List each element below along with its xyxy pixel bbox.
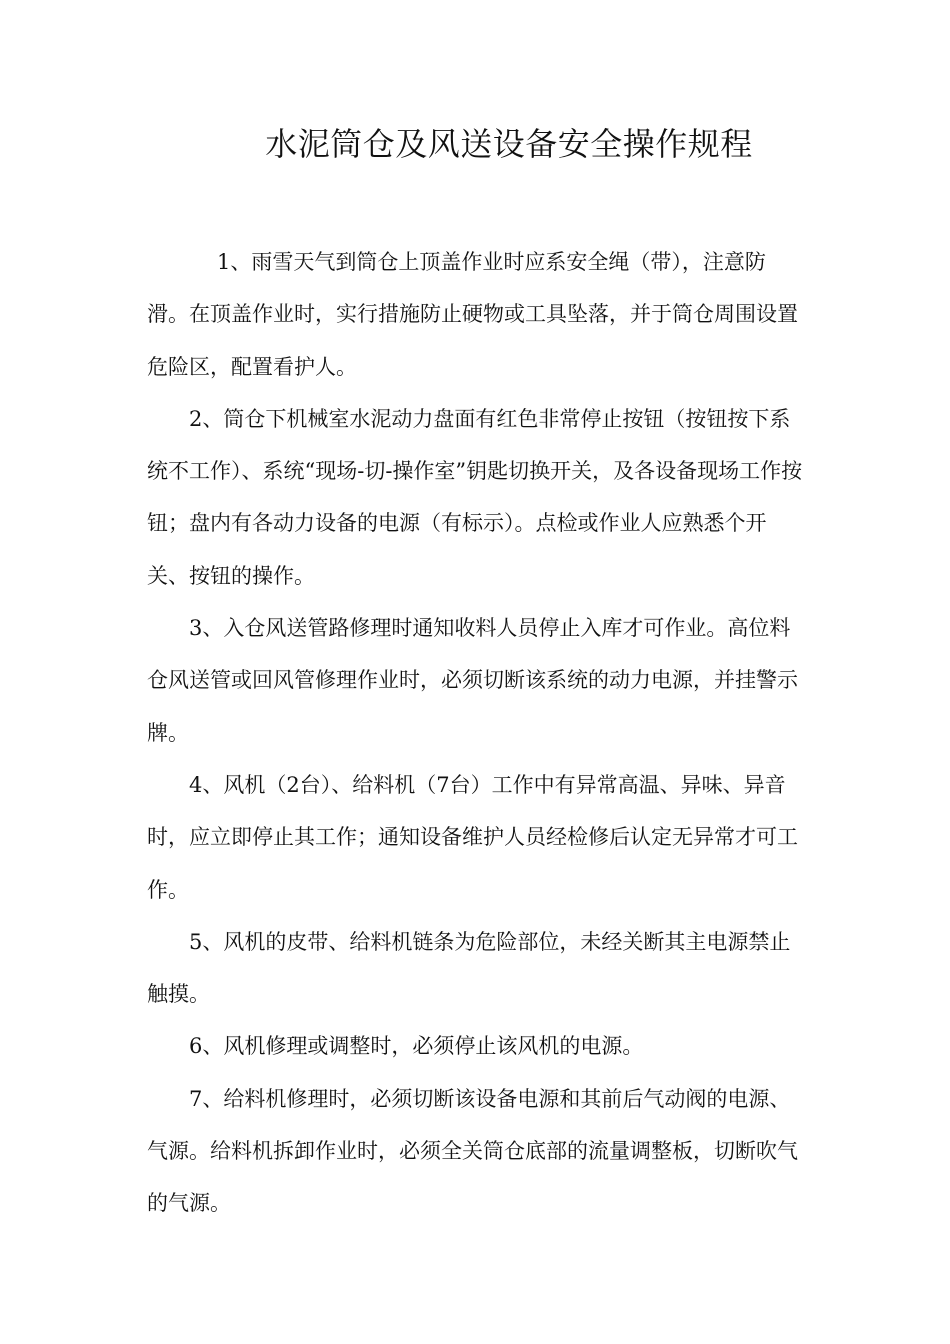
paragraph-7: 7、给料机修理时，必须切断该设备电源和其前后气动阀的电源、气源。给料机拆卸作业时，必须全关筒仓底部的流量调整板，切断吹气的气源。 xyxy=(147,1086,798,1216)
paragraph-2: 2、筒仓下机械室水泥动力盘面有红色非常停止按钮（按钮按下系统不工作）、系统“现场-切-操作室”钥匙切换开关，及各设备现场工作按钮；盘内有各动力设备的电源（有标示）。点检或作业人应熟悉个开关、按钮的操作。 xyxy=(147,406,803,588)
document-body xyxy=(147,236,807,1230)
document-title: 水泥筒仓及风送设备安全操作规程 xyxy=(265,125,753,163)
paragraph-5: 5、风机的皮带、给料机链条为危险部位，未经关断其主电源禁止触摸。 xyxy=(147,929,791,1007)
paragraph-6: 6、风机修理或调整时，必须停止该风机的电源。 xyxy=(189,1034,644,1059)
paragraph-4: 4、风机（2台）、给料机（7台）工作中有异常高温、异味、异音时，应立即停止其工作；通知设备维护人员经检修后认定无异常才可工作。 xyxy=(147,772,798,902)
paragraph-3: 3、入仓风送管路修理时通知收料人员停止入库才可作业。高位料仓风送管或回风管修理作业时，必须切断该系统的动力电源，并挂警示牌。 xyxy=(147,616,798,745)
paragraph-1: 1、雨雪天气到筒仓上顶盖作业时应系安全绳（带），注意防滑。在顶盖作业时，实行措施防止硬物或工具坠落，并于筒仓周围设置危险区，配置看护人。 xyxy=(147,250,798,379)
